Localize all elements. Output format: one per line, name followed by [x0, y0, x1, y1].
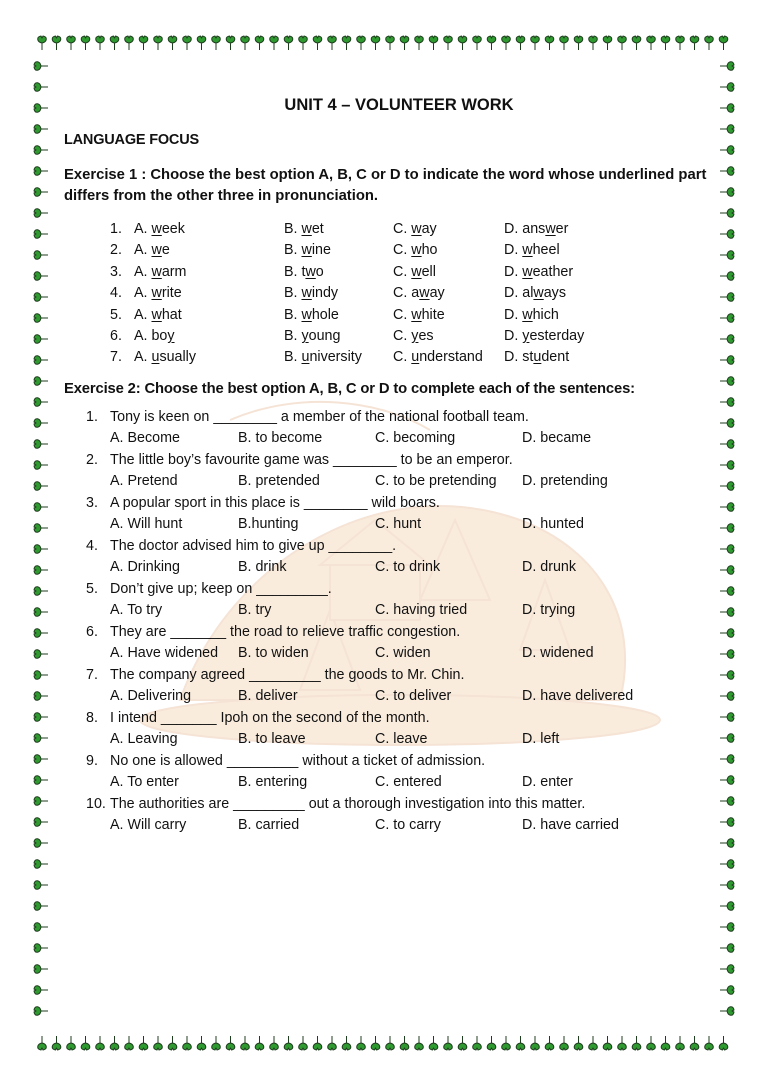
question-number: 1. [86, 408, 98, 425]
option-a: A. Drinking [110, 559, 180, 576]
underlined-letters: y [301, 327, 309, 344]
option-text: eek [161, 221, 185, 237]
option-c [393, 283, 504, 304]
underlined-letters: y [167, 327, 175, 344]
option-text: ays [543, 285, 566, 302]
underlined-letters: w [522, 242, 533, 259]
question-number: 8. [86, 709, 98, 726]
option-c: C. having tried [375, 602, 468, 619]
option-a: A. Become [110, 430, 180, 447]
option-a: A. Will carry [110, 817, 187, 834]
option-text: C. [393, 221, 412, 237]
exercise1-row [110, 283, 714, 304]
question-text: The company agreed _________ the goods to Mr. Chin. [110, 666, 465, 683]
question-number: 2. [86, 451, 98, 468]
exercise1-row [110, 326, 714, 347]
option-d: D. drunk [522, 559, 577, 576]
option-d: D. left [522, 731, 560, 748]
question-number: 10. [86, 795, 106, 812]
question-text: The little boy’s favourite game was ________ to be an emperor. [110, 451, 513, 468]
option-a [134, 240, 284, 261]
option-c: C. entered [375, 774, 442, 791]
exercise2-question [86, 665, 714, 687]
underlined-letters: w [301, 285, 312, 302]
option-c: C. widen [375, 645, 431, 662]
question-text: Tony is keen on ________ a member of the national football team. [110, 408, 529, 425]
option-text: esterday [529, 327, 585, 344]
option-text: e [161, 242, 170, 259]
exercise1-row [110, 240, 714, 261]
underlined-letters: w [305, 263, 316, 280]
option-text: es [418, 327, 434, 344]
option-text: C. [393, 263, 412, 280]
option-text: oung [308, 327, 341, 344]
underlined-letters: w [411, 221, 422, 237]
option-text: B. [284, 349, 302, 366]
exercise2-heading: Exercise 2: Choose the best option A, B, C or D to complete each of the sentences: [64, 380, 635, 397]
option-c [393, 326, 504, 347]
option-text: hole [311, 306, 339, 323]
exercise2-question [86, 579, 714, 601]
question-number: 6. [110, 327, 122, 344]
option-text: eather [532, 263, 574, 280]
option-b [284, 283, 393, 304]
question-text: They are _______ the road to relieve traffic congestion. [110, 623, 461, 640]
option-b [284, 262, 393, 283]
option-d [504, 305, 624, 326]
option-text: arm [161, 263, 187, 280]
option-text: nderstand [419, 349, 483, 366]
option-text: ay [421, 221, 437, 237]
option-text: A. [134, 263, 152, 280]
option-text: ay [429, 285, 445, 302]
option-a: A. Leaving [110, 731, 178, 748]
option-b: B. carried [238, 817, 300, 834]
option-a [134, 305, 284, 326]
answer-options [86, 815, 714, 837]
option-text: B. [284, 327, 302, 344]
answer-options [86, 471, 714, 493]
exercise2-question [86, 708, 714, 730]
option-text: dent [541, 349, 570, 366]
option-text: A. bo [134, 327, 168, 344]
exercise2-question [86, 407, 714, 429]
question-number: 7. [86, 666, 98, 683]
option-c: C. to deliver [375, 688, 452, 705]
underlined-letters: y [411, 327, 419, 344]
option-b [284, 240, 393, 261]
answer-options [86, 557, 714, 579]
option-text: D. ans [504, 221, 546, 237]
answer-options [86, 600, 714, 622]
option-text: B. [284, 242, 302, 259]
option-text: D. [504, 306, 523, 323]
question-text: The authorities are _________ out a thorough investigation into this matter. [110, 795, 586, 812]
option-text: rite [161, 285, 182, 302]
option-a [134, 347, 284, 368]
option-b: B. deliver [238, 688, 298, 705]
option-b [284, 347, 393, 368]
option-text: C. [393, 306, 412, 323]
option-b: B.hunting [238, 516, 299, 533]
underlined-letters: u [533, 349, 542, 366]
exercise2-list [86, 407, 714, 837]
exercise1-list [110, 219, 714, 369]
answer-options [86, 686, 714, 708]
option-text: ine [311, 242, 331, 259]
option-text: indy [311, 285, 339, 302]
option-c: C. to be pretending [375, 473, 497, 490]
option-c: C. becoming [375, 430, 456, 447]
option-text: C. [393, 242, 412, 259]
question-number: 9. [86, 752, 98, 769]
option-a: A. Delivering [110, 688, 192, 705]
exercise2-question [86, 536, 714, 558]
exercise2-question [86, 450, 714, 472]
option-c: C. hunt [375, 516, 422, 533]
exercise2-question [86, 751, 714, 773]
exercise2-question [86, 493, 714, 515]
option-d: D. pretending [522, 473, 608, 490]
option-text: C. [393, 327, 412, 344]
option-text: D. st [504, 349, 534, 366]
option-c: C. to carry [375, 817, 441, 834]
option-d: D. widened [522, 645, 594, 662]
option-text: o [315, 263, 324, 280]
question-number: 3. [110, 263, 122, 280]
option-text: C. [393, 349, 412, 366]
question-text: A popular sport in this place is ________ wild boars. [110, 494, 440, 511]
option-text: A. [134, 306, 152, 323]
answer-options [86, 729, 714, 751]
option-text: C. a [393, 285, 420, 302]
underlined-letters: u [411, 349, 420, 366]
option-d: D. trying [522, 602, 576, 619]
option-d: D. enter [522, 774, 573, 791]
page-title: UNIT 4 – VOLUNTEER WORK [284, 96, 514, 114]
option-text: D. al [504, 285, 534, 302]
option-b: B. to widen [238, 645, 309, 662]
underlined-letters: w [522, 306, 533, 323]
option-text: B. t [284, 263, 306, 280]
question-number: 6. [86, 623, 98, 640]
underlined-letters: w [151, 221, 162, 237]
question-number: 1. [110, 221, 122, 237]
answer-options [86, 643, 714, 665]
underlined-letters: w [301, 242, 312, 259]
option-b [284, 219, 393, 240]
option-text: hite [421, 306, 445, 323]
question-text: No one is allowed _________ without a ticket of admission. [110, 752, 486, 769]
option-a [134, 283, 284, 304]
option-c [393, 219, 504, 240]
option-text: B. [284, 306, 302, 323]
option-text: B. [284, 221, 302, 237]
underlined-letters: w [151, 242, 162, 259]
option-a: A. Have widened [110, 645, 219, 662]
answer-options [86, 772, 714, 794]
option-d: D. hunted [522, 516, 584, 533]
question-number: 2. [110, 242, 122, 259]
worksheet-content [64, 96, 714, 837]
option-text: A. [134, 349, 152, 366]
option-text: A. [134, 242, 152, 259]
question-text: I intend _______ Ipoh on the second of the month. [110, 709, 430, 726]
option-c [393, 305, 504, 326]
option-b: B. drink [238, 559, 287, 576]
exercise1-row [110, 305, 714, 326]
underlined-letters: w [411, 263, 422, 280]
option-d: D. have carried [522, 817, 619, 834]
option-text: D. [504, 263, 523, 280]
option-text: A. [134, 285, 152, 302]
option-text: er [555, 221, 569, 237]
question-number: 4. [86, 537, 98, 554]
section-heading: LANGUAGE FOCUS [64, 132, 199, 148]
exercise2-question [86, 622, 714, 644]
option-text: B. [284, 285, 302, 302]
option-c: C. to drink [375, 559, 441, 576]
option-a [134, 326, 284, 347]
option-text: heel [532, 242, 560, 259]
option-a: A. Will hunt [110, 516, 183, 533]
option-d [504, 283, 624, 304]
option-a: A. To enter [110, 774, 179, 791]
option-d: D. became [522, 430, 592, 447]
underlined-letters: y [522, 327, 530, 344]
underlined-letters: w [419, 285, 430, 302]
option-d [504, 326, 624, 347]
underlined-letters: w [151, 306, 162, 323]
option-d [504, 240, 624, 261]
option-text: et [311, 221, 324, 237]
question-number: 7. [110, 349, 122, 366]
underlined-letters: w [545, 221, 556, 237]
exercise1-row [110, 347, 714, 368]
underlined-letters: w [411, 242, 422, 259]
option-b: B. try [238, 602, 272, 619]
option-a [134, 262, 284, 283]
option-text: ho [421, 242, 438, 259]
option-text: niversity [309, 349, 362, 366]
option-b [284, 326, 393, 347]
option-a: A. Pretend [110, 473, 178, 490]
underlined-letters: w [522, 263, 533, 280]
underlined-letters: w [151, 263, 162, 280]
option-a [134, 219, 284, 240]
question-number: 5. [86, 580, 98, 597]
option-d [504, 262, 624, 283]
option-b: B. to become [238, 430, 323, 447]
option-b: B. to leave [238, 731, 306, 748]
option-d: D. have delivered [522, 688, 634, 705]
option-text: D. [504, 242, 523, 259]
option-text: A. [134, 221, 152, 237]
question-text: Don’t give up; keep on _________. [110, 580, 332, 597]
option-b: B. entering [238, 774, 308, 791]
underlined-letters: w [301, 306, 312, 323]
option-d [504, 347, 624, 368]
option-b: B. pretended [238, 473, 320, 490]
answer-options [86, 428, 714, 450]
underlined-letters: w [301, 221, 312, 237]
underlined-letters: w [533, 285, 544, 302]
option-text: sually [159, 349, 196, 366]
underlined-letters: w [411, 306, 422, 323]
option-c [393, 262, 504, 283]
underlined-letters: w [151, 285, 162, 302]
exercise1-row [110, 262, 714, 283]
option-text: D. [504, 327, 523, 344]
option-a: A. To try [110, 602, 163, 619]
answer-options [86, 514, 714, 536]
underlined-letters: u [301, 349, 310, 366]
option-d [504, 219, 624, 240]
option-text: ell [421, 263, 436, 280]
option-text: hich [532, 306, 559, 323]
option-b [284, 305, 393, 326]
question-text: The doctor advised him to give up ________. [110, 537, 397, 554]
underlined-letters: u [151, 349, 160, 366]
option-c [393, 240, 504, 261]
option-c: C. leave [375, 731, 428, 748]
option-c [393, 347, 504, 368]
question-number: 5. [110, 306, 122, 323]
option-text: hat [161, 306, 182, 323]
question-number: 4. [110, 285, 122, 302]
exercise2-question [86, 794, 714, 816]
question-number: 3. [86, 494, 98, 511]
exercise1-row [110, 219, 714, 240]
exercise1-heading: Exercise 1 : Choose the best option A, B, C or D to indicate the word whose underlined part differs from the other three in pronunciation. [64, 167, 707, 204]
